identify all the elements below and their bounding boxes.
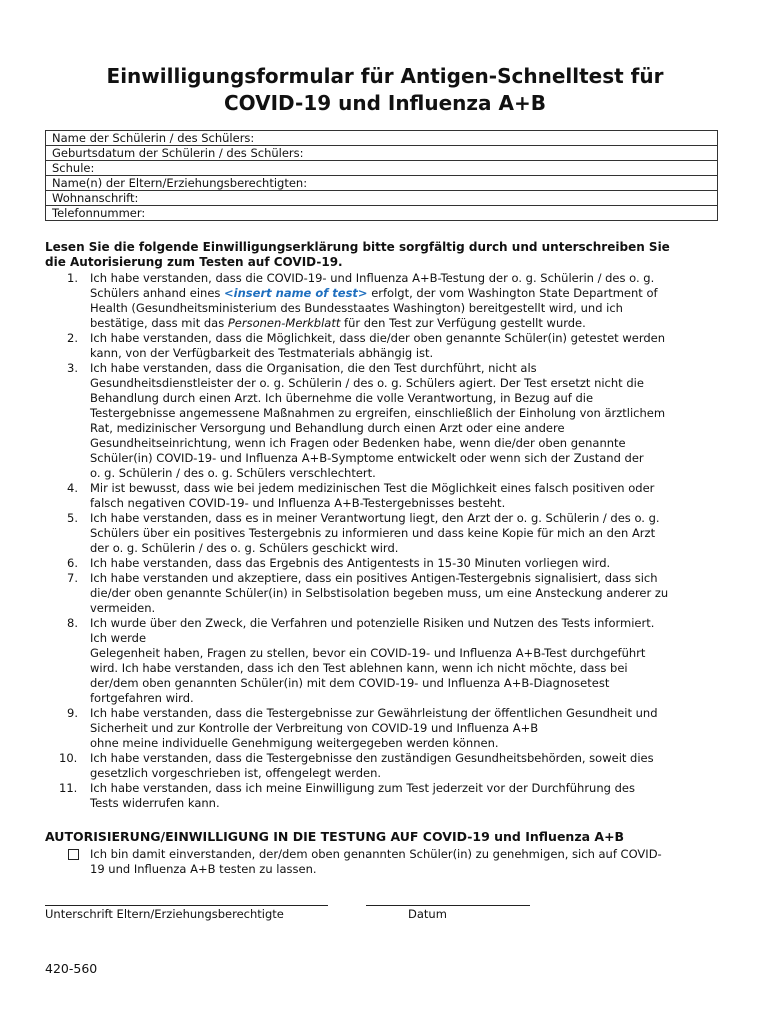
list-item <box>45 511 735 556</box>
item-line: fortgefahren wird. <box>90 691 194 705</box>
consent-line-2: 19 und Influenza A+B testen zu lassen. <box>90 862 317 876</box>
title-line-2: COVID-19 und Influenza A+B <box>223 91 546 115</box>
item-number: 2. <box>67 331 78 345</box>
item-line: Ich habe verstanden, dass die Möglichkeit, dass die/der oben genannte Schüler(in) getestet werden <box>90 331 666 345</box>
student-info-table <box>45 130 718 221</box>
form-code: 420-560 <box>45 961 98 976</box>
item-line: Gesundheitseinrichtung, wenn ich Fragen oder Bedenken habe, wenn die/der oben genannte <box>90 436 626 450</box>
phone-field[interactable]: Telefonnummer: <box>46 206 718 221</box>
school-field[interactable]: Schule: <box>46 161 718 176</box>
list-item <box>45 571 735 616</box>
item-line: Schüler(in) COVID-19- und Influenza A+B-Symptome entwickelt oder wenn sich der Zustand der <box>90 451 644 465</box>
item-line: falsch negativen COVID-19- und Influenza A+B-Testergebnisses besteht. <box>90 496 506 510</box>
item-line: vermeiden. <box>90 601 156 615</box>
item-number: 4. <box>67 481 78 495</box>
list-item <box>45 706 735 751</box>
item-line: Ich habe verstanden, dass die COVID-19- und Influenza A+B-Testung der o. g. Schülerin / des o. g. <box>90 271 655 285</box>
item-line: Ich habe verstanden, dass die Testergebnisse den zuständigen Gesundheitsbehörden, soweit dies <box>90 751 654 765</box>
date-label: Datum <box>408 907 447 921</box>
student-name-field[interactable]: Name der Schülerin / des Schülers: <box>46 131 718 146</box>
consent-text <box>90 847 662 877</box>
item-number: 7. <box>67 571 78 585</box>
item-line: Sicherheit und zur Kontrolle der Verbreitung von COVID-19 und Influenza A+B <box>90 721 539 735</box>
item-number: 8. <box>67 616 78 630</box>
item-line: Behandlung durch einen Arzt. Ich übernehme die volle Verantwortung, in Bezug auf die <box>90 391 594 405</box>
list-item <box>45 751 735 781</box>
item-line: die/der oben genannte Schüler(in) in Selbstisolation begeben muss, um eine Ansteckung anderer zu <box>90 586 669 600</box>
item-line: Gesundheitsdienstleister der o. g. Schülerin / des o. g. Schülers agiert. Der Test ersetzt nicht die <box>90 376 644 390</box>
item-line: Ich wurde über den Zweck, die Verfahren und potenzielle Risiken und Nutzen des Tests informiert. <box>90 616 655 630</box>
item-line: wird. Ich habe verstanden, dass ich den Test ablehnen kann, wenn ich nicht möchte, dass bei <box>90 661 628 675</box>
list-item <box>45 271 735 331</box>
title-line-1: Einwilligungsformular für Antigen-Schnelltest für <box>106 64 664 88</box>
item-line: Ich habe verstanden, dass die Testergebnisse zur Gewährleistung der öffentlichen Gesundheit und <box>90 706 658 720</box>
item-line: bestätige, dass mit das Personen-Merkblatt für den Test zur Verfügung gestellt wurde. <box>90 316 586 330</box>
test-name-placeholder: <insert name of test> <box>224 286 368 300</box>
item-number: 6. <box>67 556 78 570</box>
intro-line-1: Lesen Sie die folgende Einwilligungserklärung bitte sorgfältig durch und unterschreiben Sie <box>45 240 670 254</box>
list-item <box>45 781 735 811</box>
item-line: Ich habe verstanden, dass ich meine Einwilligung zum Test jederzeit vor der Durchführung des <box>90 781 635 795</box>
item-line: kann, von der Verfügbarkeit des Testmaterials abhängig ist. <box>90 346 434 360</box>
date-line[interactable] <box>366 905 530 906</box>
item-line: Ich habe verstanden, dass die Organisation, die den Test durchführt, nicht als <box>90 361 537 375</box>
fact-sheet-reference: Personen-Merkblatt <box>227 316 341 330</box>
item-line: Schülers über ein positives Testergebnis zu informieren und dass keine Kopie für mich an den Arzt <box>90 526 656 540</box>
item-line: Ich habe verstanden, dass das Ergebnis des Antigentests in 15-30 Minuten vorliegen wird. <box>90 556 611 570</box>
item-number: 11. <box>59 781 78 795</box>
birthdate-field[interactable]: Geburtsdatum der Schülerin / des Schülers: <box>46 146 718 161</box>
item-line: gesetzlich vorgeschrieben ist, offengelegt werden. <box>90 766 382 780</box>
signature-line[interactable] <box>45 905 328 906</box>
item-line: Gelegenheit haben, Fragen zu stellen, bevor ein COVID-19- und Influenza A+B-Test durchgeführt <box>90 646 646 660</box>
item-line: der/dem oben genannten Schüler(in) mit dem COVID-19- und Influenza A+B-Diagnosetest <box>90 676 610 690</box>
item-line: Testergebnisse angemessene Maßnahmen zu ergreifen, einschließlich der Einholung von ärztlichem <box>90 406 666 420</box>
item-line: Mir ist bewusst, dass wie bei jedem medizinischen Test die Möglichkeit eines falsch positiven oder <box>90 481 655 495</box>
address-field[interactable]: Wohnanschrift: <box>46 191 718 206</box>
item-line: der o. g. Schülerin / des o. g. Schülers geschickt wird. <box>90 541 399 555</box>
item-line: ohne meine individuelle Genehmigung weitergegeben werden können. <box>90 736 499 750</box>
list-item <box>45 481 735 511</box>
item-line: Ich werde <box>90 631 147 645</box>
list-item <box>45 361 735 481</box>
consent-statements-list <box>45 271 735 811</box>
item-line: Rat, medizinischer Versorgung und Behandlung durch einen Arzt oder eine andere <box>90 421 565 435</box>
document-title <box>45 63 725 117</box>
item-line: o. g. Schülerin / des o. g. Schülers verschlechtert. <box>90 466 376 480</box>
item-line: Health (Gesundheitsministerium des Bundesstaates Washington) bereitgestellt wird, und ich <box>90 301 623 315</box>
authorization-heading: AUTORISIERUNG/EINWILLIGUNG IN DIE TESTUNG AUF COVID-19 und Influenza A+B <box>45 829 625 844</box>
intro-instructions <box>45 240 725 270</box>
item-number: 5. <box>67 511 78 525</box>
list-item <box>45 616 735 706</box>
item-line: Ich habe verstanden, dass es in meiner Verantwortung liegt, den Arzt der o. g. Schülerin / des o. g. <box>90 511 660 525</box>
item-line: Tests widerrufen kann. <box>90 796 220 810</box>
parent-name-field[interactable]: Name(n) der Eltern/Erziehungsberechtigten: <box>46 176 718 191</box>
item-line: Schülers anhand eines <insert name of test> erfolgt, der vom Washington State Department of <box>90 286 658 300</box>
item-number: 1. <box>67 271 78 285</box>
list-item <box>45 556 735 571</box>
item-number: 3. <box>67 361 78 375</box>
item-number: 9. <box>67 706 78 720</box>
consent-checkbox[interactable] <box>68 849 79 860</box>
intro-line-2: die Autorisierung zum Testen auf COVID-19. <box>45 255 343 269</box>
item-number: 10. <box>59 751 78 765</box>
consent-line-1: Ich bin damit einverstanden, der/dem oben genannten Schüler(in) zu genehmigen, sich auf COVID- <box>90 847 662 861</box>
signature-label: Unterschrift Eltern/Erziehungsberechtigte <box>45 907 284 921</box>
item-line: Ich habe verstanden und akzeptiere, dass ein positives Antigen-Testergebnis signalisiert, dass sich <box>90 571 658 585</box>
list-item <box>45 331 735 361</box>
